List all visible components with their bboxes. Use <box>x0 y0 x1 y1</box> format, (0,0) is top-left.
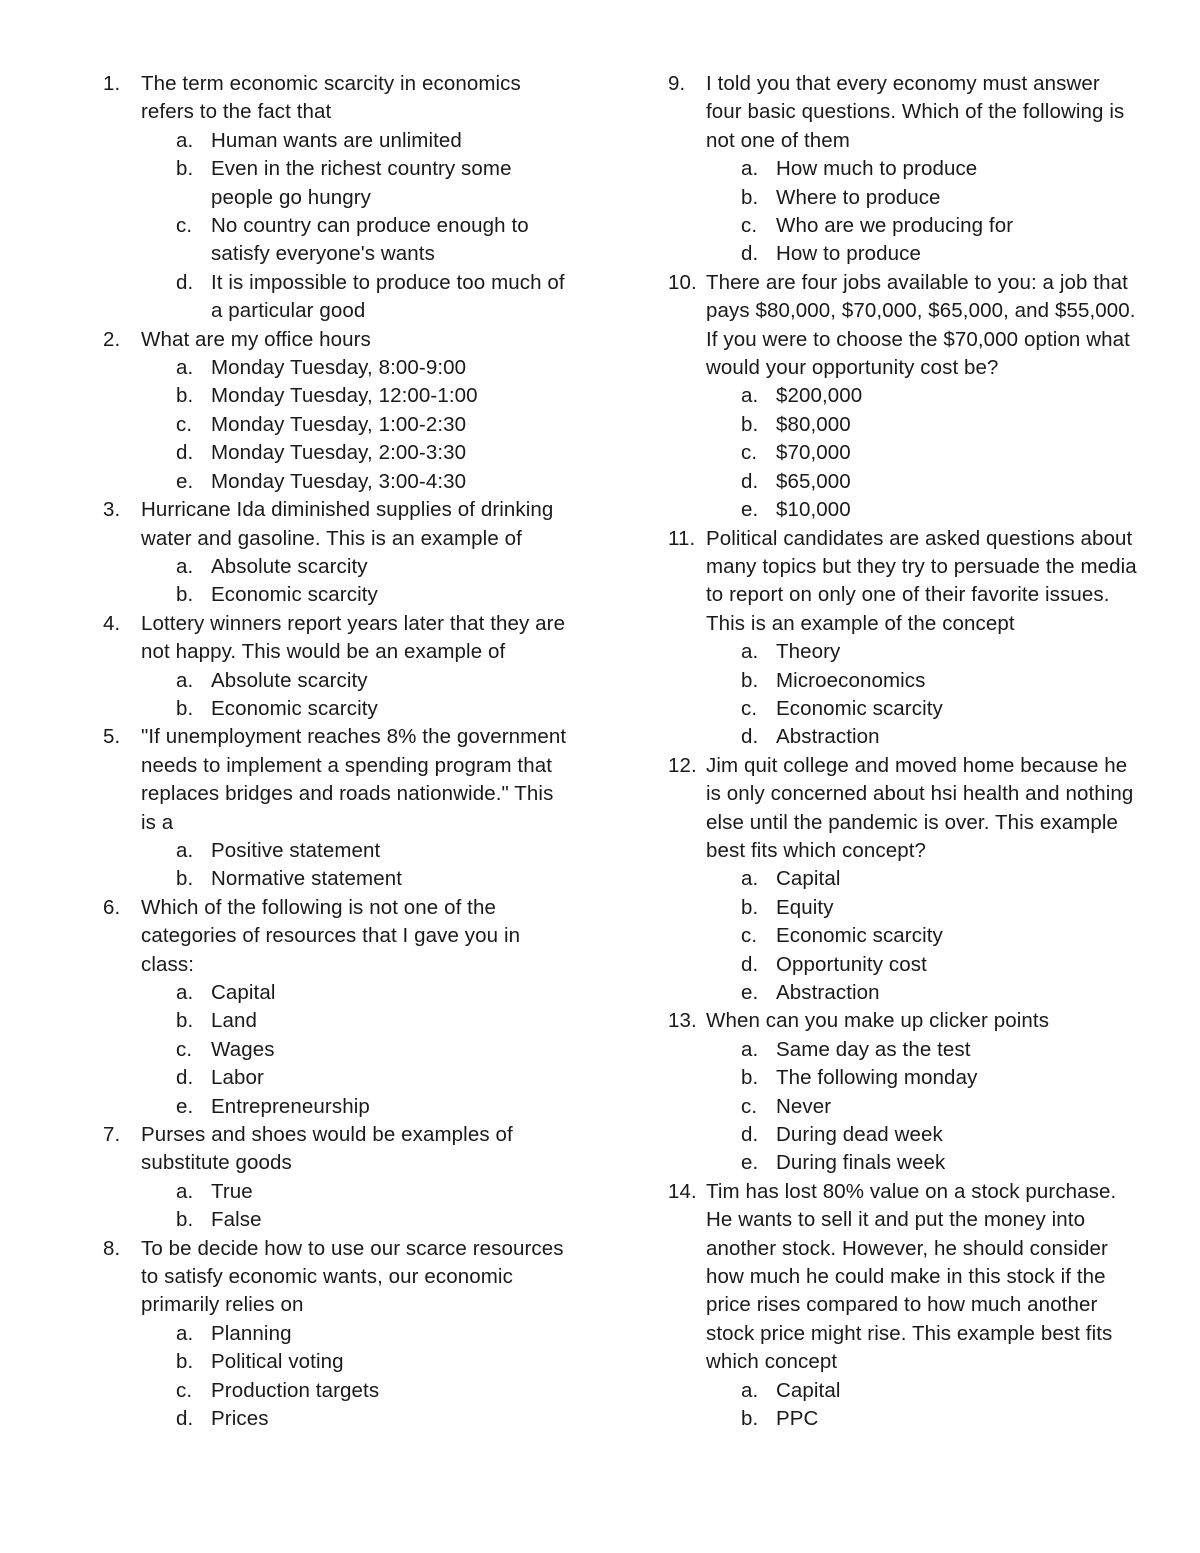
left-column <box>103 70 573 1434</box>
option-list <box>141 354 573 496</box>
option-text: Wages <box>211 1037 275 1061</box>
question-text: Purses and shoes would be examples of substitute goods <box>141 1123 513 1175</box>
question-number: 12. <box>668 753 697 777</box>
option-text: Monday Tuesday, 8:00-9:00 <box>211 356 467 380</box>
option <box>141 1348 573 1376</box>
option-list <box>706 1377 1138 1434</box>
question-text: The term economic scarcity in economics refers to the fact that <box>141 72 521 124</box>
option <box>706 382 1138 410</box>
option-letter: a. <box>176 838 194 862</box>
option <box>706 439 1138 467</box>
option <box>706 1064 1138 1092</box>
option-letter: d. <box>741 725 759 749</box>
question-number: 3. <box>103 498 121 522</box>
question-number: 10. <box>668 270 697 294</box>
option <box>141 155 573 212</box>
option <box>706 240 1138 268</box>
question-5 <box>103 723 573 893</box>
question-13 <box>668 1007 1138 1177</box>
option-letter: b. <box>741 412 759 436</box>
option-letter: b. <box>176 867 194 891</box>
option-list <box>706 865 1138 1007</box>
option-letter: a. <box>741 157 759 181</box>
option-list <box>141 979 573 1121</box>
option-letter: b. <box>741 1407 759 1431</box>
option-list <box>141 667 573 724</box>
option-letter: c. <box>176 1378 193 1402</box>
option <box>141 411 573 439</box>
option-text: During dead week <box>776 1123 943 1147</box>
option-letter: c. <box>741 696 758 720</box>
option <box>141 1206 573 1234</box>
option-letter: b. <box>176 1350 194 1374</box>
option-letter: b. <box>176 1009 194 1033</box>
question-text: Which of the following is not one of the categories of resources that I gave you in class: <box>141 895 521 976</box>
option-list <box>141 1178 573 1235</box>
question-number: 13. <box>668 1009 697 1033</box>
option <box>141 1178 573 1206</box>
option-text: Theory <box>776 640 841 664</box>
option <box>141 382 573 410</box>
option-text: Monday Tuesday, 12:00-1:00 <box>211 384 478 408</box>
option-letter: c. <box>741 924 758 948</box>
option-letter: e. <box>176 1094 194 1118</box>
option-text: Equity <box>776 895 834 919</box>
option-text: Where to produce <box>776 185 941 209</box>
option-letter: a. <box>176 1179 194 1203</box>
option-letter: e. <box>741 981 759 1004</box>
option-list <box>141 1320 573 1434</box>
question-text: Political candidates are asked questions about many topics but they try to persuade the media to report on only one of their favorite issues. This is an example of the concept <box>706 526 1137 635</box>
option <box>141 1093 573 1121</box>
option-text: During finals week <box>776 1151 946 1175</box>
option-text: Absolute scarcity <box>211 554 368 578</box>
option <box>706 979 1138 1007</box>
option-letter: e. <box>741 498 759 522</box>
option <box>141 1320 573 1348</box>
option <box>141 837 573 865</box>
option-text: How to produce <box>776 242 921 266</box>
right-column <box>668 70 1138 1434</box>
option-list <box>141 837 573 894</box>
option-text: No country can produce enough to satisfy everyone's wants <box>211 214 529 266</box>
option-list <box>706 155 1138 269</box>
option-text: Microeconomics <box>776 668 926 692</box>
option-letter: a. <box>176 554 194 578</box>
option <box>706 1036 1138 1064</box>
option-letter: b. <box>176 583 194 607</box>
option-text: Capital <box>776 867 841 891</box>
option-text: Prices <box>211 1407 269 1431</box>
option-text: $80,000 <box>776 412 851 436</box>
question-1 <box>103 70 573 326</box>
option-text: Human wants are unlimited <box>211 128 462 152</box>
option-text: Economic scarcity <box>776 924 943 948</box>
option-text: Labor <box>211 1066 264 1090</box>
option-text: Production targets <box>211 1378 380 1402</box>
option-text: Land <box>211 1009 258 1033</box>
question-11 <box>668 525 1138 752</box>
option <box>706 411 1138 439</box>
option-letter: c. <box>741 214 758 238</box>
option-list <box>141 553 573 610</box>
option-text: Never <box>776 1094 832 1118</box>
question-4 <box>103 610 573 724</box>
option-text: Monday Tuesday, 1:00-2:30 <box>211 412 467 436</box>
question-number: 11. <box>668 526 696 550</box>
option <box>141 1377 573 1405</box>
option <box>141 553 573 581</box>
option <box>706 894 1138 922</box>
option-text: Capital <box>211 981 276 1004</box>
option-text: Capital <box>776 1378 841 1402</box>
option-letter: a. <box>176 1321 194 1345</box>
option-letter: a. <box>176 981 194 1004</box>
question-6 <box>103 894 573 1121</box>
question-number: 8. <box>103 1236 121 1260</box>
option <box>706 951 1138 979</box>
option <box>141 581 573 609</box>
option <box>706 1121 1138 1149</box>
option-text: True <box>211 1179 253 1203</box>
option-letter: a. <box>176 668 194 692</box>
option-letter: b. <box>741 1066 759 1090</box>
option-letter: b. <box>176 696 194 720</box>
option-text: Same day as the test <box>776 1037 971 1061</box>
option <box>706 468 1138 496</box>
option <box>706 1377 1138 1405</box>
option <box>141 979 573 1007</box>
question-12 <box>668 752 1138 1008</box>
option-letter: d. <box>741 469 759 493</box>
option <box>706 667 1138 695</box>
option <box>706 865 1138 893</box>
option-letter: c. <box>176 412 193 436</box>
option-letter: e. <box>176 469 194 493</box>
option <box>141 468 573 496</box>
option-letter: a. <box>741 867 759 891</box>
question-text: When can you make up clicker points <box>706 1009 1050 1033</box>
option-text: Monday Tuesday, 3:00-4:30 <box>211 469 467 493</box>
option-text: The following monday <box>776 1066 978 1090</box>
option-text: Even in the richest country some people go hungry <box>211 157 512 209</box>
option-text: False <box>211 1208 262 1232</box>
question-8 <box>103 1235 573 1434</box>
option <box>141 1036 573 1064</box>
option-text: $65,000 <box>776 469 851 493</box>
option <box>141 865 573 893</box>
question-number: 1. <box>103 72 121 95</box>
question-3 <box>103 496 573 610</box>
option-text: Economic scarcity <box>211 696 378 720</box>
option-letter: d. <box>741 242 759 266</box>
option-text: Planning <box>211 1321 292 1345</box>
option-letter: d. <box>176 270 194 294</box>
option-text: $70,000 <box>776 441 851 465</box>
option-text: Normative statement <box>211 867 403 891</box>
question-number: 7. <box>103 1123 121 1147</box>
option-letter: d. <box>741 1123 759 1147</box>
option-list <box>141 127 573 326</box>
question-text: To be decide how to use our scarce resources to satisfy economic wants, our economic primarily relies on <box>141 1236 564 1317</box>
option-text: Who are we producing for <box>776 214 1014 238</box>
option-text: Absolute scarcity <box>211 668 368 692</box>
option <box>706 695 1138 723</box>
question-number: 14. <box>668 1179 697 1203</box>
option-text: Positive statement <box>211 838 381 862</box>
option-letter: b. <box>176 157 194 181</box>
option-text: Political voting <box>211 1350 344 1374</box>
option-letter: a. <box>176 356 194 380</box>
option-text: $10,000 <box>776 498 851 522</box>
option-letter: a. <box>741 1037 759 1061</box>
option-text: Abstraction <box>776 981 880 1004</box>
option <box>141 667 573 695</box>
option <box>706 212 1138 240</box>
question-number: 6. <box>103 895 121 919</box>
option <box>706 1149 1138 1177</box>
option <box>706 723 1138 751</box>
option-text: How much to produce <box>776 157 978 181</box>
option-letter: b. <box>741 185 759 209</box>
option-list <box>706 1036 1138 1178</box>
question-10 <box>668 269 1138 525</box>
option-letter: b. <box>741 895 759 919</box>
option <box>141 354 573 382</box>
question-text: Tim has lost 80% value on a stock purchase. He wants to sell it and put the money into another stock. However, he should consider how much he could make in this stock if the price rises compared to how much another stock price might rise. This example best fits which concept <box>706 1179 1117 1374</box>
option-letter: b. <box>741 668 759 692</box>
option-text: Economic scarcity <box>776 696 943 720</box>
question-14 <box>668 1178 1138 1434</box>
option-letter: c. <box>176 214 193 238</box>
question-number: 5. <box>103 725 121 749</box>
option <box>141 269 573 326</box>
question-2 <box>103 326 573 496</box>
question-text: I told you that every economy must answer four basic questions. Which of the following is not one of them <box>706 72 1125 152</box>
option <box>141 439 573 467</box>
option-letter: a. <box>176 128 194 152</box>
option-letter: d. <box>176 1066 194 1090</box>
option <box>706 1093 1138 1121</box>
question-text: Lottery winners report years later that they are not happy. This would be an example of <box>141 611 566 664</box>
option-letter: b. <box>176 1208 194 1232</box>
option-text: Entrepreneurship <box>211 1094 370 1118</box>
option <box>141 695 573 723</box>
option-text: PPC <box>776 1407 819 1431</box>
option <box>706 1405 1138 1433</box>
option <box>706 496 1138 524</box>
option-text: Abstraction <box>776 725 880 749</box>
option-letter: c. <box>741 1094 758 1118</box>
option <box>706 155 1138 183</box>
option-text: Monday Tuesday, 2:00-3:30 <box>211 441 467 465</box>
option-list <box>706 382 1138 524</box>
option-text: It is impossible to produce too much of a particular good <box>211 270 565 323</box>
option-text: $200,000 <box>776 384 863 408</box>
option-text: Economic scarcity <box>211 583 378 607</box>
option <box>141 1405 573 1433</box>
option-letter: e. <box>741 1151 759 1175</box>
question-7 <box>103 1121 573 1235</box>
option-text: Opportunity cost <box>776 952 927 976</box>
option-letter: a. <box>741 640 759 664</box>
option <box>706 638 1138 666</box>
question-number: 4. <box>103 611 121 635</box>
option <box>141 127 573 155</box>
option-list <box>706 638 1138 752</box>
option <box>141 1064 573 1092</box>
option-letter: d. <box>176 1407 194 1431</box>
question-text: Jim quit college and moved home because he is only concerned about hsi health and nothing else until the pandemic is over. This example best fits which concept? <box>706 753 1134 862</box>
question-text: "If unemployment reaches 8% the government needs to implement a spending program that replaces bridges and roads nationwide." This is a <box>141 725 567 834</box>
option-letter: d. <box>741 952 759 976</box>
question-text: Hurricane Ida diminished supplies of drinking water and gasoline. This is an example of <box>141 498 554 550</box>
option-letter: c. <box>176 1037 193 1061</box>
question-text: There are four jobs available to you: a job that pays $80,000, $70,000, $65,000, and $55,000. If you were to choose the $70,000 option what would your opportunity cost be? <box>706 270 1136 380</box>
option <box>141 1007 573 1035</box>
option-letter: a. <box>741 1378 759 1402</box>
question-text: What are my office hours <box>141 327 371 351</box>
option <box>141 212 573 269</box>
option <box>706 184 1138 212</box>
question-number: 9. <box>668 72 686 95</box>
option-letter: a. <box>741 384 759 408</box>
option-letter: d. <box>176 441 194 465</box>
option-letter: b. <box>176 384 194 408</box>
question-number: 2. <box>103 327 121 351</box>
option <box>706 922 1138 950</box>
question-9 <box>668 70 1138 269</box>
option-letter: c. <box>741 441 758 465</box>
